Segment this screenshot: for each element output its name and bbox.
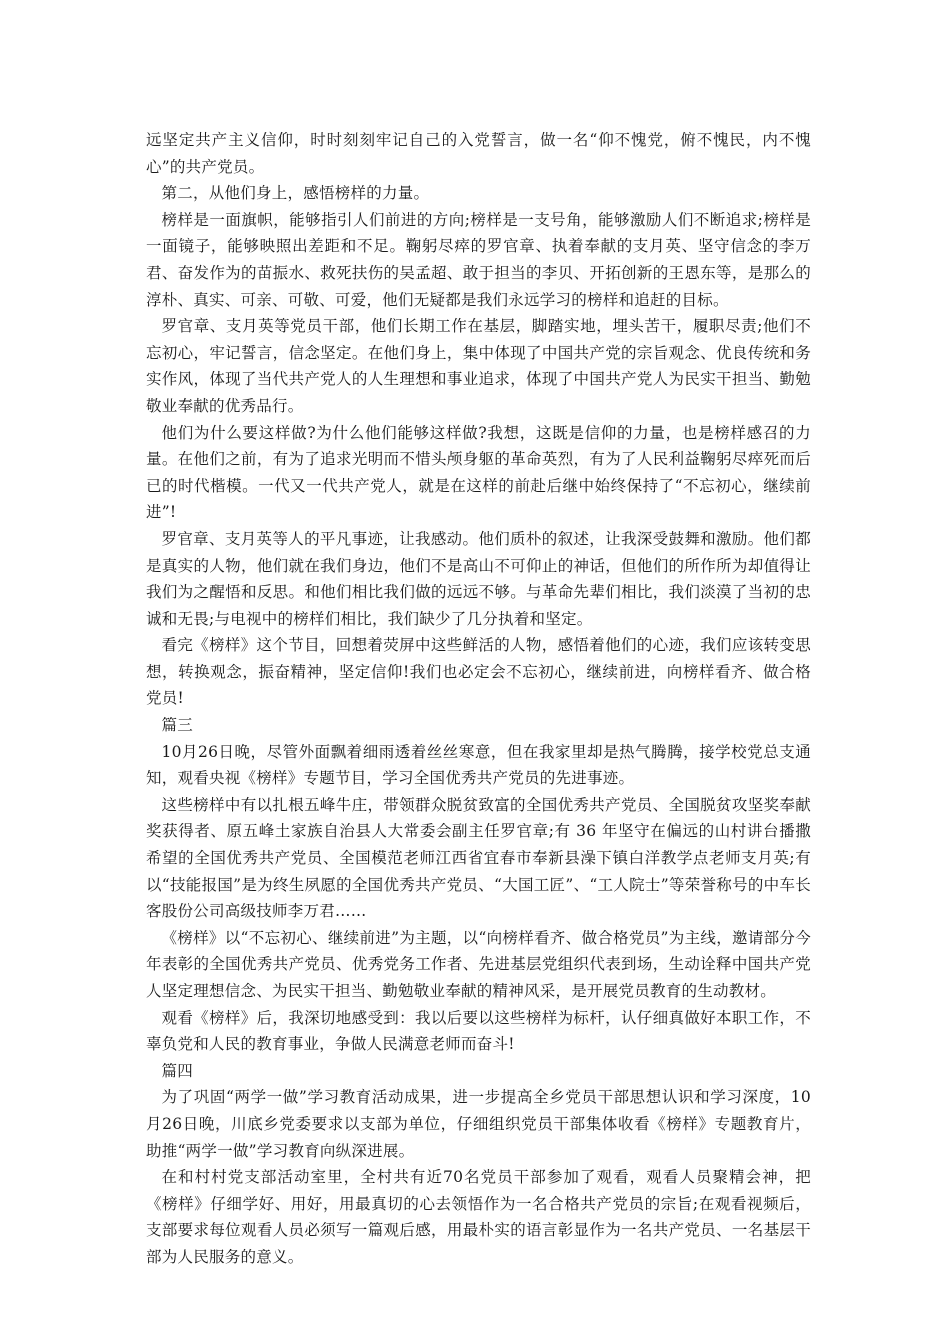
paragraph: 看完《榜样》这个节目，回想着荧屏中这些鲜活的人物，感悟着他们的心迹，我们应该转变思想，转换观念，振奋精神，坚定信仰!我们也必定会不忘初心，继续前进，向榜样看齐、做合格党员! xyxy=(146,636,811,708)
section-heading-part-four: 篇四 xyxy=(161,1061,194,1080)
paragraph: 这些榜样中有以扎根五峰牛庄，带领群众脱贫致富的全国优秀共产党员、全国脱贫攻坚奖奉献奖获得者、原五峰土家族自治县人大常委会副主任罗官章;有 36 年坚守在偏远的山村讲台播撒希望的全国优秀共产党员、全国模范老师江西省宜春市奉新县澡下镇白洋教学点老师支月英;有以“技能报国”是为终生夙愿的全国优秀共产党员、“大国工匠”、“工人院士”等荣誉称号的中车长客股份公司高级技师李万君…… xyxy=(146,795,811,921)
paragraph: 10月26日晚，尽管外面飘着细雨透着丝丝寒意，但在我家里却是热气腾腾，接学校党总支通知，观看央视《榜样》专题节目，学习全国优秀共产党员的先进事迹。 xyxy=(146,742,811,788)
paragraph: 观看《榜样》后，我深切地感受到：我以后要以这些榜样为标杆，认仔细真做好本职工作，不辜负党和人民的教育事业，争做人民满意老师而奋斗! xyxy=(146,1008,811,1054)
paragraph: 罗官章、支月英等人的平凡事迹，让我感动。他们质朴的叙述，让我深受鼓舞和激励。他们都是真实的人物，他们就在我们身边，他们不是高山不可仰止的神话，但他们的所作所为却值得让我们为之醒悟和反思。和他们相比我们做的远远不够。与革命先辈们相比，我们淡漠了当初的忠诚和无畏;与电视中的榜样们相比，我们缺少了几分执着和坚定。 xyxy=(146,529,811,628)
document-page xyxy=(146,127,811,1271)
paragraph: 罗官章、支月英等党员干部，他们长期工作在基层，脚踏实地，埋头苦干，履职尽责;他们不忘初心，牢记誓言，信念坚定。在他们身上，集中体现了中国共产党的宗旨观念、优良传统和务实作风，体现了当代共产党人的人生理想和事业追求，体现了中国共产党人为民实干担当、勤勉敬业奉献的优秀品行。 xyxy=(146,317,811,415)
paragraph-continuation: 远坚定共产主义信仰，时时刻刻牢记自己的入党誓言，做一名“仰不愧党，俯不愧民，内不愧心”的共产党员。 xyxy=(146,131,811,176)
paragraph: 在和村村党支部活动室里，全村共有近70名党员干部参加了观看，观看人员聚精会神，把《榜样》仔细学好、用好，用最真切的心去领悟作为一名合格共产党员的宗旨;在观看视频后，支部要求每位观看人员必须写一篇观后感，用最朴实的语言彰显作为一名共产党员、一名基层干部为人民服务的意义。 xyxy=(146,1168,811,1266)
section-heading-part-three: 篇三 xyxy=(161,716,194,735)
paragraph: 为了巩固“两学一做”学习教育活动成果，进一步提高全乡党员干部思想认识和学习深度，10月26日晚，川底乡党委要求以支部为单位，仔细组织党员干部集体收看《榜样》专题教育片，助推“两学一做”学习教育向纵深进展。 xyxy=(146,1088,811,1160)
paragraph: 他们为什么要这样做?为什么他们能够这样做?我想，这既是信仰的力量，也是榜样感召的力量。在他们之前，有为了追求光明而不惜头颅身躯的革命英烈，有为了人民利益鞠躬尽瘁死而后已的时代楷模。一代又一代共产党人，就是在这样的前赴后继中始终保持了“不忘初心，继续前进”! xyxy=(146,423,811,522)
paragraph: 《榜样》以“不忘初心、继续前进”为主题，以“向榜样看齐、做合格党员”为主线，邀请部分今年表彰的全国优秀共产党员、优秀党务工作者、先进基层党组织代表到场，生动诠释中国共产党人坚定理想信念、为民实干担当、勤勉敬业奉献的精神风采，是开展党员教育的生动教材。 xyxy=(146,928,811,1000)
section-heading-second: 第二，从他们身上，感悟榜样的力量。 xyxy=(161,184,430,203)
paragraph: 榜样是一面旗帜，能够指引人们前进的方向;榜样是一支号角，能够激励人们不断追求;榜样是一面镜子，能够映照出差距和不足。鞠躬尽瘁的罗官章、执着奉献的支月英、坚守信念的李万君、奋发作为的苗振水、救死扶伤的吴孟超、敢于担当的李贝、开拓创新的王恩东等，是那么的淳朴、真实、可亲、可敬、可爱，他们无疑都是我们永远学习的榜样和追赶的目标。 xyxy=(146,210,811,309)
